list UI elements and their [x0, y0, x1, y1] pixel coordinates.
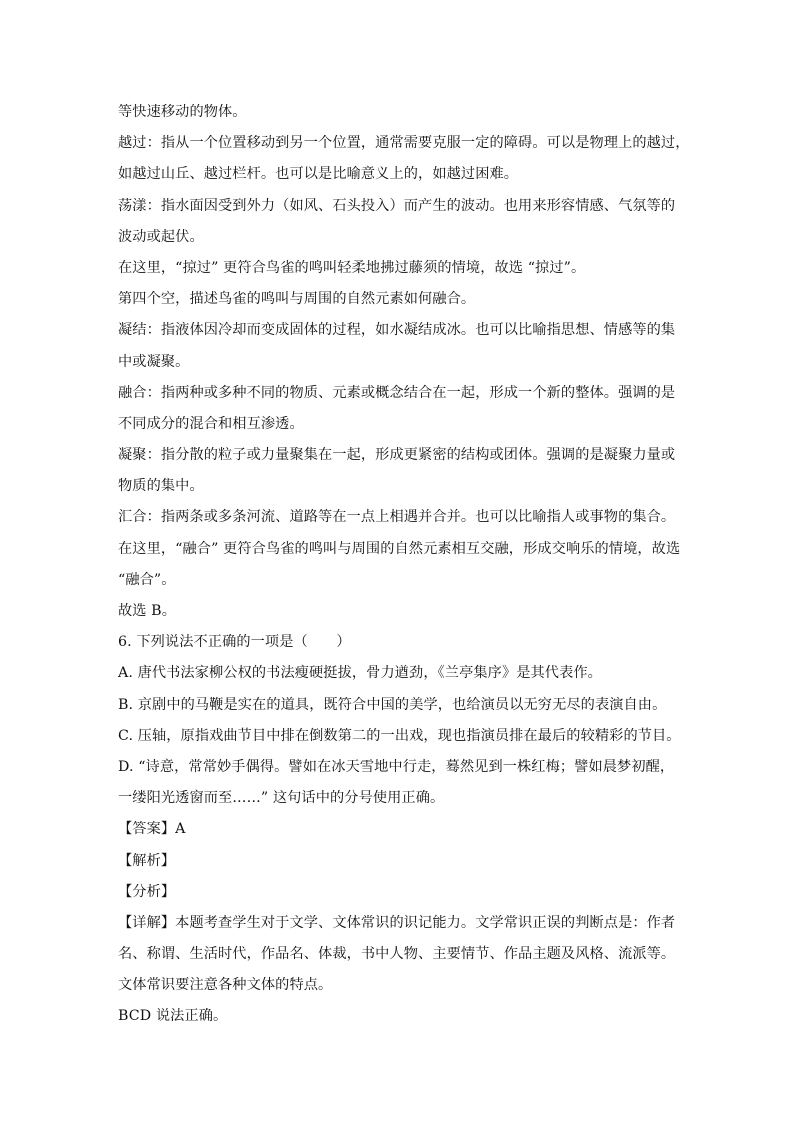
text-line: 故选 B。 [118, 603, 176, 619]
option-b: B. 京剧中的马鞭是实在的道具，既符合中国的美学，也给演员以无穷无尽的表演自由。 [118, 697, 667, 713]
text-line: 荡漾：指水面因受到外力（如风、石头投入）而产生的波动。也用来形容情感、气氛等的 [118, 198, 676, 214]
option-d-continued: 一缕阳光透窗而至……” 这句话中的分号使用正确。 [118, 790, 445, 806]
text-line: 融合：指两种或多种不同的物质、元素或概念结合在一起，形成一个新的整体。强调的是 [118, 385, 676, 401]
text-line: 汇合：指两条或多条河流、道路等在一点上相遇并合并。也可以比喻指人或事物的集合。 [118, 509, 676, 525]
detail-text: 【详解】本题考查学生对于文学、文体常识的识记能力。文学常识正误的判断点是：作者 [118, 915, 676, 931]
text-line: 物质的集中。 [118, 478, 204, 494]
text-line: 如越过山丘、越过栏杆。也可以是比喻意义上的，如越过困难。 [118, 166, 519, 182]
answer-label: 【答案】A [118, 821, 186, 837]
detail-text: 名、称谓、生活时代，作品名、体裁，书中人物、主要情节、作品主题及风格、流派等。 [118, 946, 676, 962]
text-line: “融合”。 [118, 572, 176, 588]
analysis-label: 【解析】 [118, 853, 176, 869]
text-line: 等快速移动的物体。 [118, 104, 247, 120]
text-line: 在这里，“融合” 更符合鸟雀的鸣叫与周围的自然元素相互交融，形成交响乐的情境，故选 [118, 541, 681, 557]
text-line: 凝结：指液体因冷却而变成固体的过程，如水凝结成冰。也可以比喻指思想、情感等的集 [118, 322, 676, 338]
conclusion-text: BCD 说法正确。 [118, 1008, 228, 1024]
text-line: 第四个空，描述鸟雀的鸣叫与周围的自然元素如何融合。 [118, 291, 476, 307]
option-c: C. 压轴，原指戏曲节目中排在倒数第二的一出戏，现也指演员排在最后的较精彩的节目。 [118, 728, 681, 744]
text-line: 中或凝聚。 [118, 354, 190, 370]
option-a: A. 唐代书法家柳公权的书法瘦硬挺拔，骨力遒劲，《兰亭集序》是其代表作。 [118, 665, 602, 681]
detail-text: 文体常识要注意各种文体的特点。 [118, 977, 333, 993]
text-line: 不同成分的混合和相互渗透。 [118, 416, 304, 432]
text-line: 波动或起伏。 [118, 229, 204, 245]
question-title: 6. 下列说法不正确的一项是（ ） [118, 634, 351, 650]
text-line: 越过：指从一个位置移动到另一个位置，通常需要克服一定的障碍。可以是物理上的越过， [118, 135, 690, 151]
option-d: D. “诗意，常常妙手偶得。譬如在冰天雪地中行走，蓦然见到一株红梅；譬如晨梦初醒， [118, 759, 675, 775]
fenxi-label: 【分析】 [118, 884, 176, 900]
text-line: 在这里，“掠过” 更符合鸟雀的鸣叫轻柔地拂过藤须的情境，故选 “掠过”。 [118, 260, 586, 276]
text-line: 凝聚：指分散的粒子或力量聚集在一起，形成更紧密的结构或团体。强调的是凝聚力量或 [118, 447, 676, 463]
